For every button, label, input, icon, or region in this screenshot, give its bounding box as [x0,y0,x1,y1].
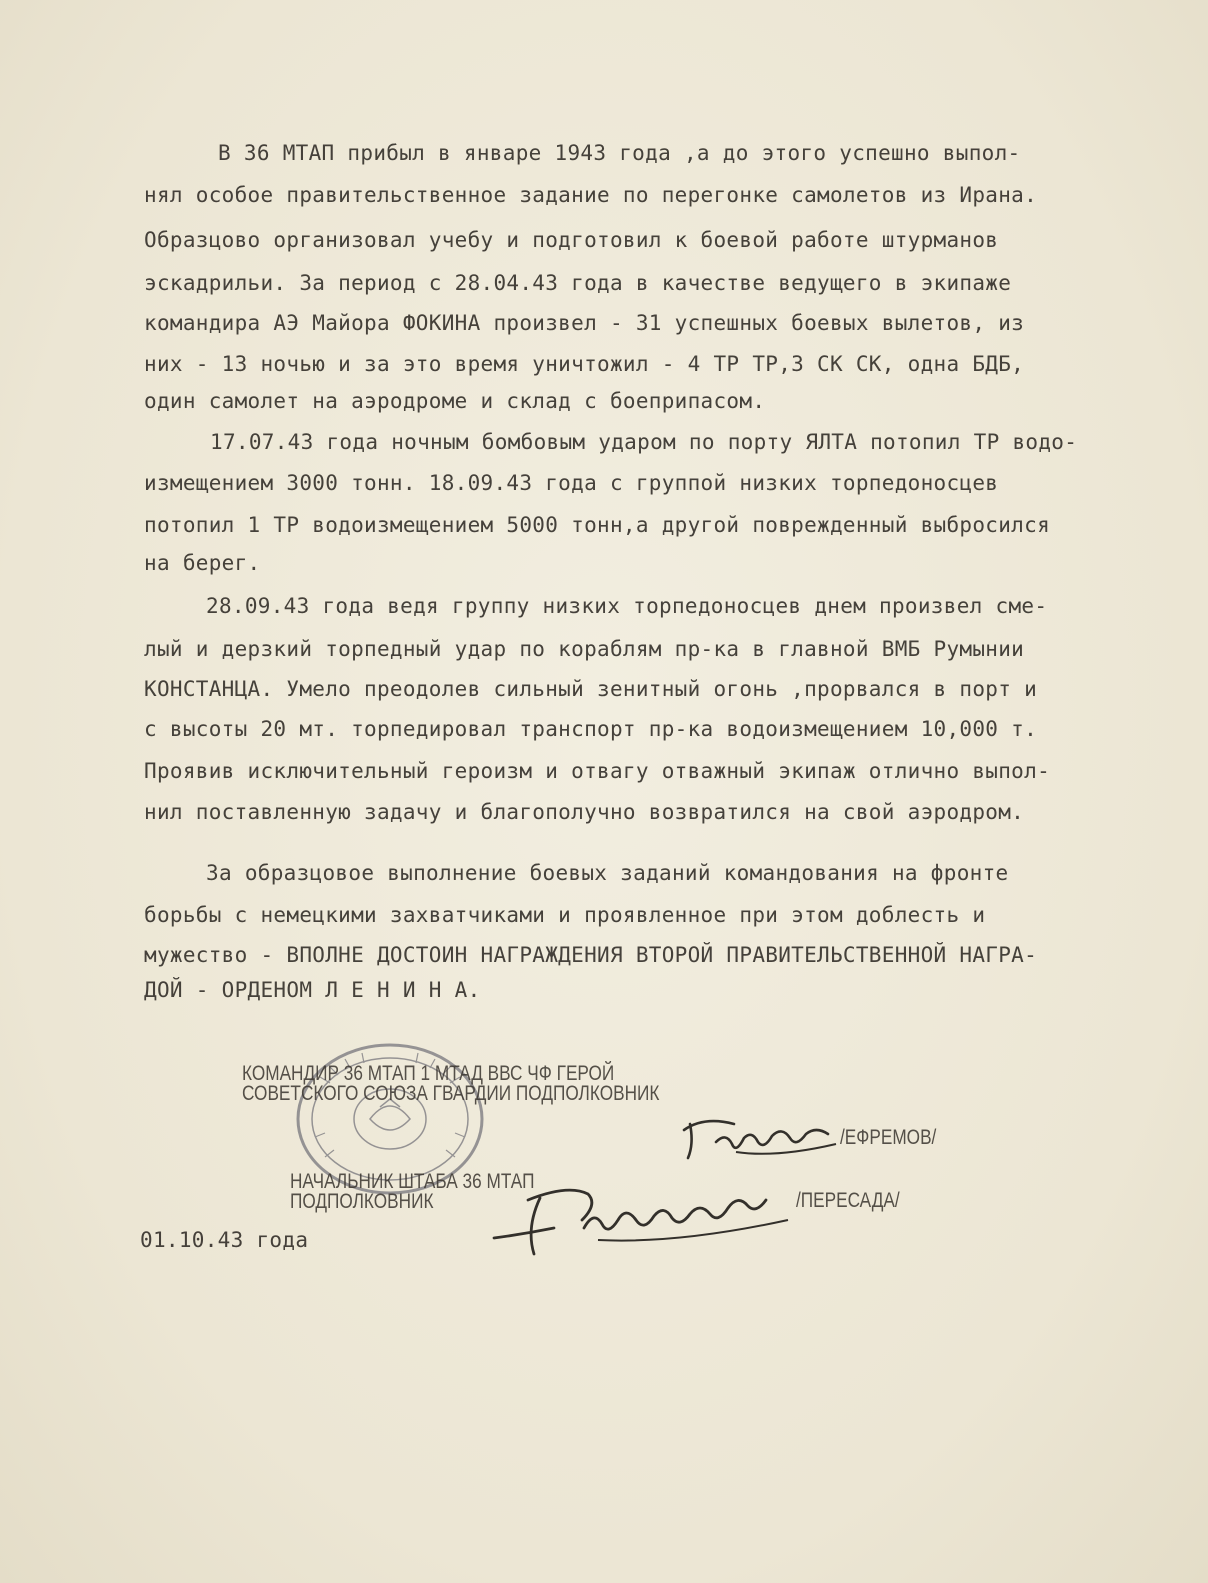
text-line: ДОЙ - ОРДЕНОМ Л Е Н И Н А. [144,978,481,1002]
text-line: лый и дерзкий торпедный удар по кораблям пр-ка в главной ВМБ Румынии [144,637,1025,661]
text-line: Образцово организовал учебу и подготовил к боевой работе штурманов [144,228,999,252]
text-line: измещением 3000 тонн. 18.09.43 года с группой низких торпедоносцев [144,471,999,495]
document-date: 01.10.43 года [140,1228,309,1252]
text-line: 17.07.43 года ночным бомбовым ударом по порту ЯЛТА потопил ТР водо- [210,430,1078,454]
chief-of-staff-title: НАЧАЛЬНИК ШТАБА 36 МТАП [290,1170,535,1193]
text-line: на берег. [144,551,261,575]
text-line: борьбы с немецкими захватчиками и проявленное при этом доблесть и [144,903,986,927]
text-line: командира АЭ Майора ФОКИНА произвел - 31 успешных боевых вылетов, из [144,311,1025,335]
text-line: Проявив исключительный героизм и отвагу отважный экипаж отлично выпол- [144,759,1051,783]
text-line: В 36 МТАП прибыл в январе 1943 года ,а до этого успешно выпол- [218,141,1021,165]
commander-title: СОВЕТСКОГО СОЮЗА ГВАРДИИ ПОДПОЛКОВНИК [242,1082,660,1105]
text-line: нил поставленную задачу и благополучно возвратился на свой аэродром. [144,800,1025,824]
text-line: с высоты 20 мт. торпедировал транспорт пр-ка водоизмещением 10,000 т. [144,717,1038,741]
text-line: один самолет на аэродроме и склад с боеприпасом. [144,389,766,413]
text-line: мужество - ВПОЛНЕ ДОСТОИН НАГРАЖДЕНИЯ ВТОРОЙ ПРАВИТЕЛЬСТВЕННОЙ НАГРА- [144,943,1038,967]
chief-of-staff-title: ПОДПОЛКОВНИК [290,1190,434,1213]
text-line: нял особое правительственное задание по перегонке самолетов из Ирана. [144,183,1038,207]
text-line: эскадрильи. За период с 28.04.43 года в качестве ведущего в экипаже [144,271,1012,295]
commander-signature [676,1112,856,1168]
chief-of-staff-signature [488,1178,798,1258]
commander-name: /ЕФРЕМОВ/ [840,1126,937,1149]
text-line: них - 13 ночью и за это время уничтожил - 4 ТР ТР,3 СК СК, одна БДБ, [144,352,1025,376]
text-line: 28.09.43 года ведя группу низких торпедоносцев днем произвел сме- [206,594,1048,618]
text-line: За образцовое выполнение боевых заданий командования на фронте [206,861,1009,885]
text-line: КОНСТАНЦА. Умело преодолев сильный зенитный огонь ,прорвался в порт и [144,677,1038,701]
commander-title: КОМАНДИР 36 МТАП 1 МТАД ВВС ЧФ ГЕРОЙ [242,1062,615,1085]
text-line: потопил 1 ТР водоизмещением 5000 тонн,а другой поврежденный выбросился [144,513,1051,537]
chief-of-staff-name: /ПЕРЕСАДА/ [796,1189,900,1212]
